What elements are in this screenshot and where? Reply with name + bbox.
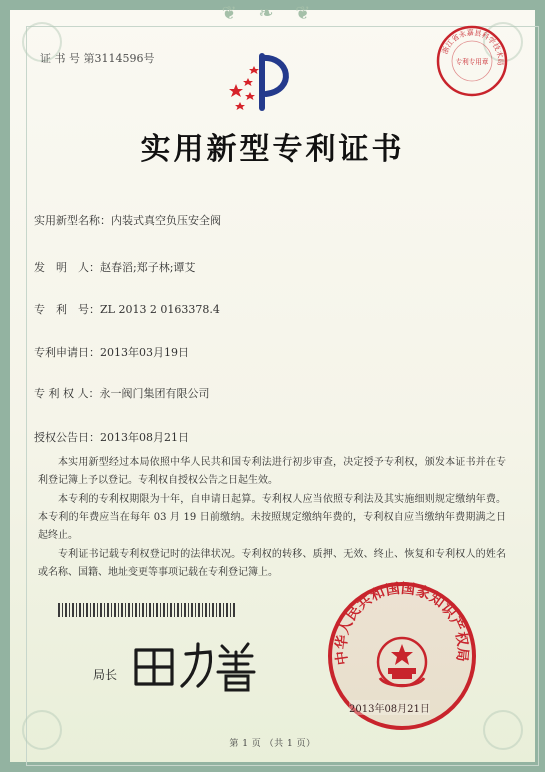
body-paragraph: 专利证书记载专利权登记时的法律状况。专利权的转移、质押、无效、终止、恢复和专利权人的姓名或名称、国籍、地址变更等事项记载在专利登记簿上。: [38, 549, 506, 578]
field-value: 赵春滔;郑子林;谭艾: [100, 261, 196, 274]
certificate-body-text: [38, 454, 506, 583]
field-patentee: [34, 385, 210, 401]
certificate-number: 证 书 号 第3114596号: [40, 52, 155, 65]
seal-arc-text: 中华人民共和国国家知识产权局: [333, 580, 471, 666]
field-label: 专利申请日：: [34, 346, 100, 359]
field-patent-number: [34, 301, 220, 317]
sipo-logo-icon: [226, 50, 306, 112]
page-indicator: 第 1 页 （共 1 页）: [229, 739, 316, 749]
body-paragraph: 本专利的专利权期限为十年，自申请日起算。专利权人应当依照专利法及其实施细则规定缴纳年费。本专利的年费应当在每年 03 月 19 日前缴纳。未按照规定缴纳年费的，专利权自应当缴纳年费期满之日起终止。: [38, 494, 506, 541]
field-value: 2013年08月21日: [100, 431, 189, 444]
director-label: 局长: [93, 668, 118, 682]
field-value: 2013年03月19日: [100, 346, 189, 359]
field-value: ZL 2013 2 0163378.4: [100, 303, 220, 316]
stamp-center-text: 专利专用章: [455, 58, 489, 66]
field-value: 永一阀门集团有限公司: [99, 387, 210, 400]
barcode-icon: [58, 603, 236, 617]
field-label: 专 利 号：: [34, 303, 100, 316]
field-utility-name: [34, 212, 221, 228]
certificate-title: 实用新型专利证书: [140, 132, 405, 167]
stamp-ring-text: 浙江省永嘉县科学技术局: [440, 27, 506, 66]
body-paragraph: 本实用新型经过本局依照中华人民共和国专利法进行初步审查，决定授予专利权，颁发本证书并在专利登记簿上予以登记。专利权自授权公告之日起生效。: [38, 457, 506, 486]
field-label: 实用新型名称：: [34, 214, 111, 227]
field-label: 授权公告日：: [34, 431, 100, 444]
field-application-date: [34, 344, 189, 360]
field-inventor: [34, 259, 195, 275]
field-announcement-date: [34, 429, 189, 445]
field-label: 专 利 权 人：: [34, 387, 100, 400]
field-label: 发 明 人：: [34, 261, 100, 274]
field-value: 内装式真空负压安全阀: [111, 214, 221, 227]
seal-date: 2013年08月21日: [349, 700, 430, 715]
top-border-flourish-icon: ❦ ❧ ❦: [221, 3, 319, 24]
county-patent-stamp: [435, 24, 509, 98]
director-signature: [124, 636, 274, 692]
